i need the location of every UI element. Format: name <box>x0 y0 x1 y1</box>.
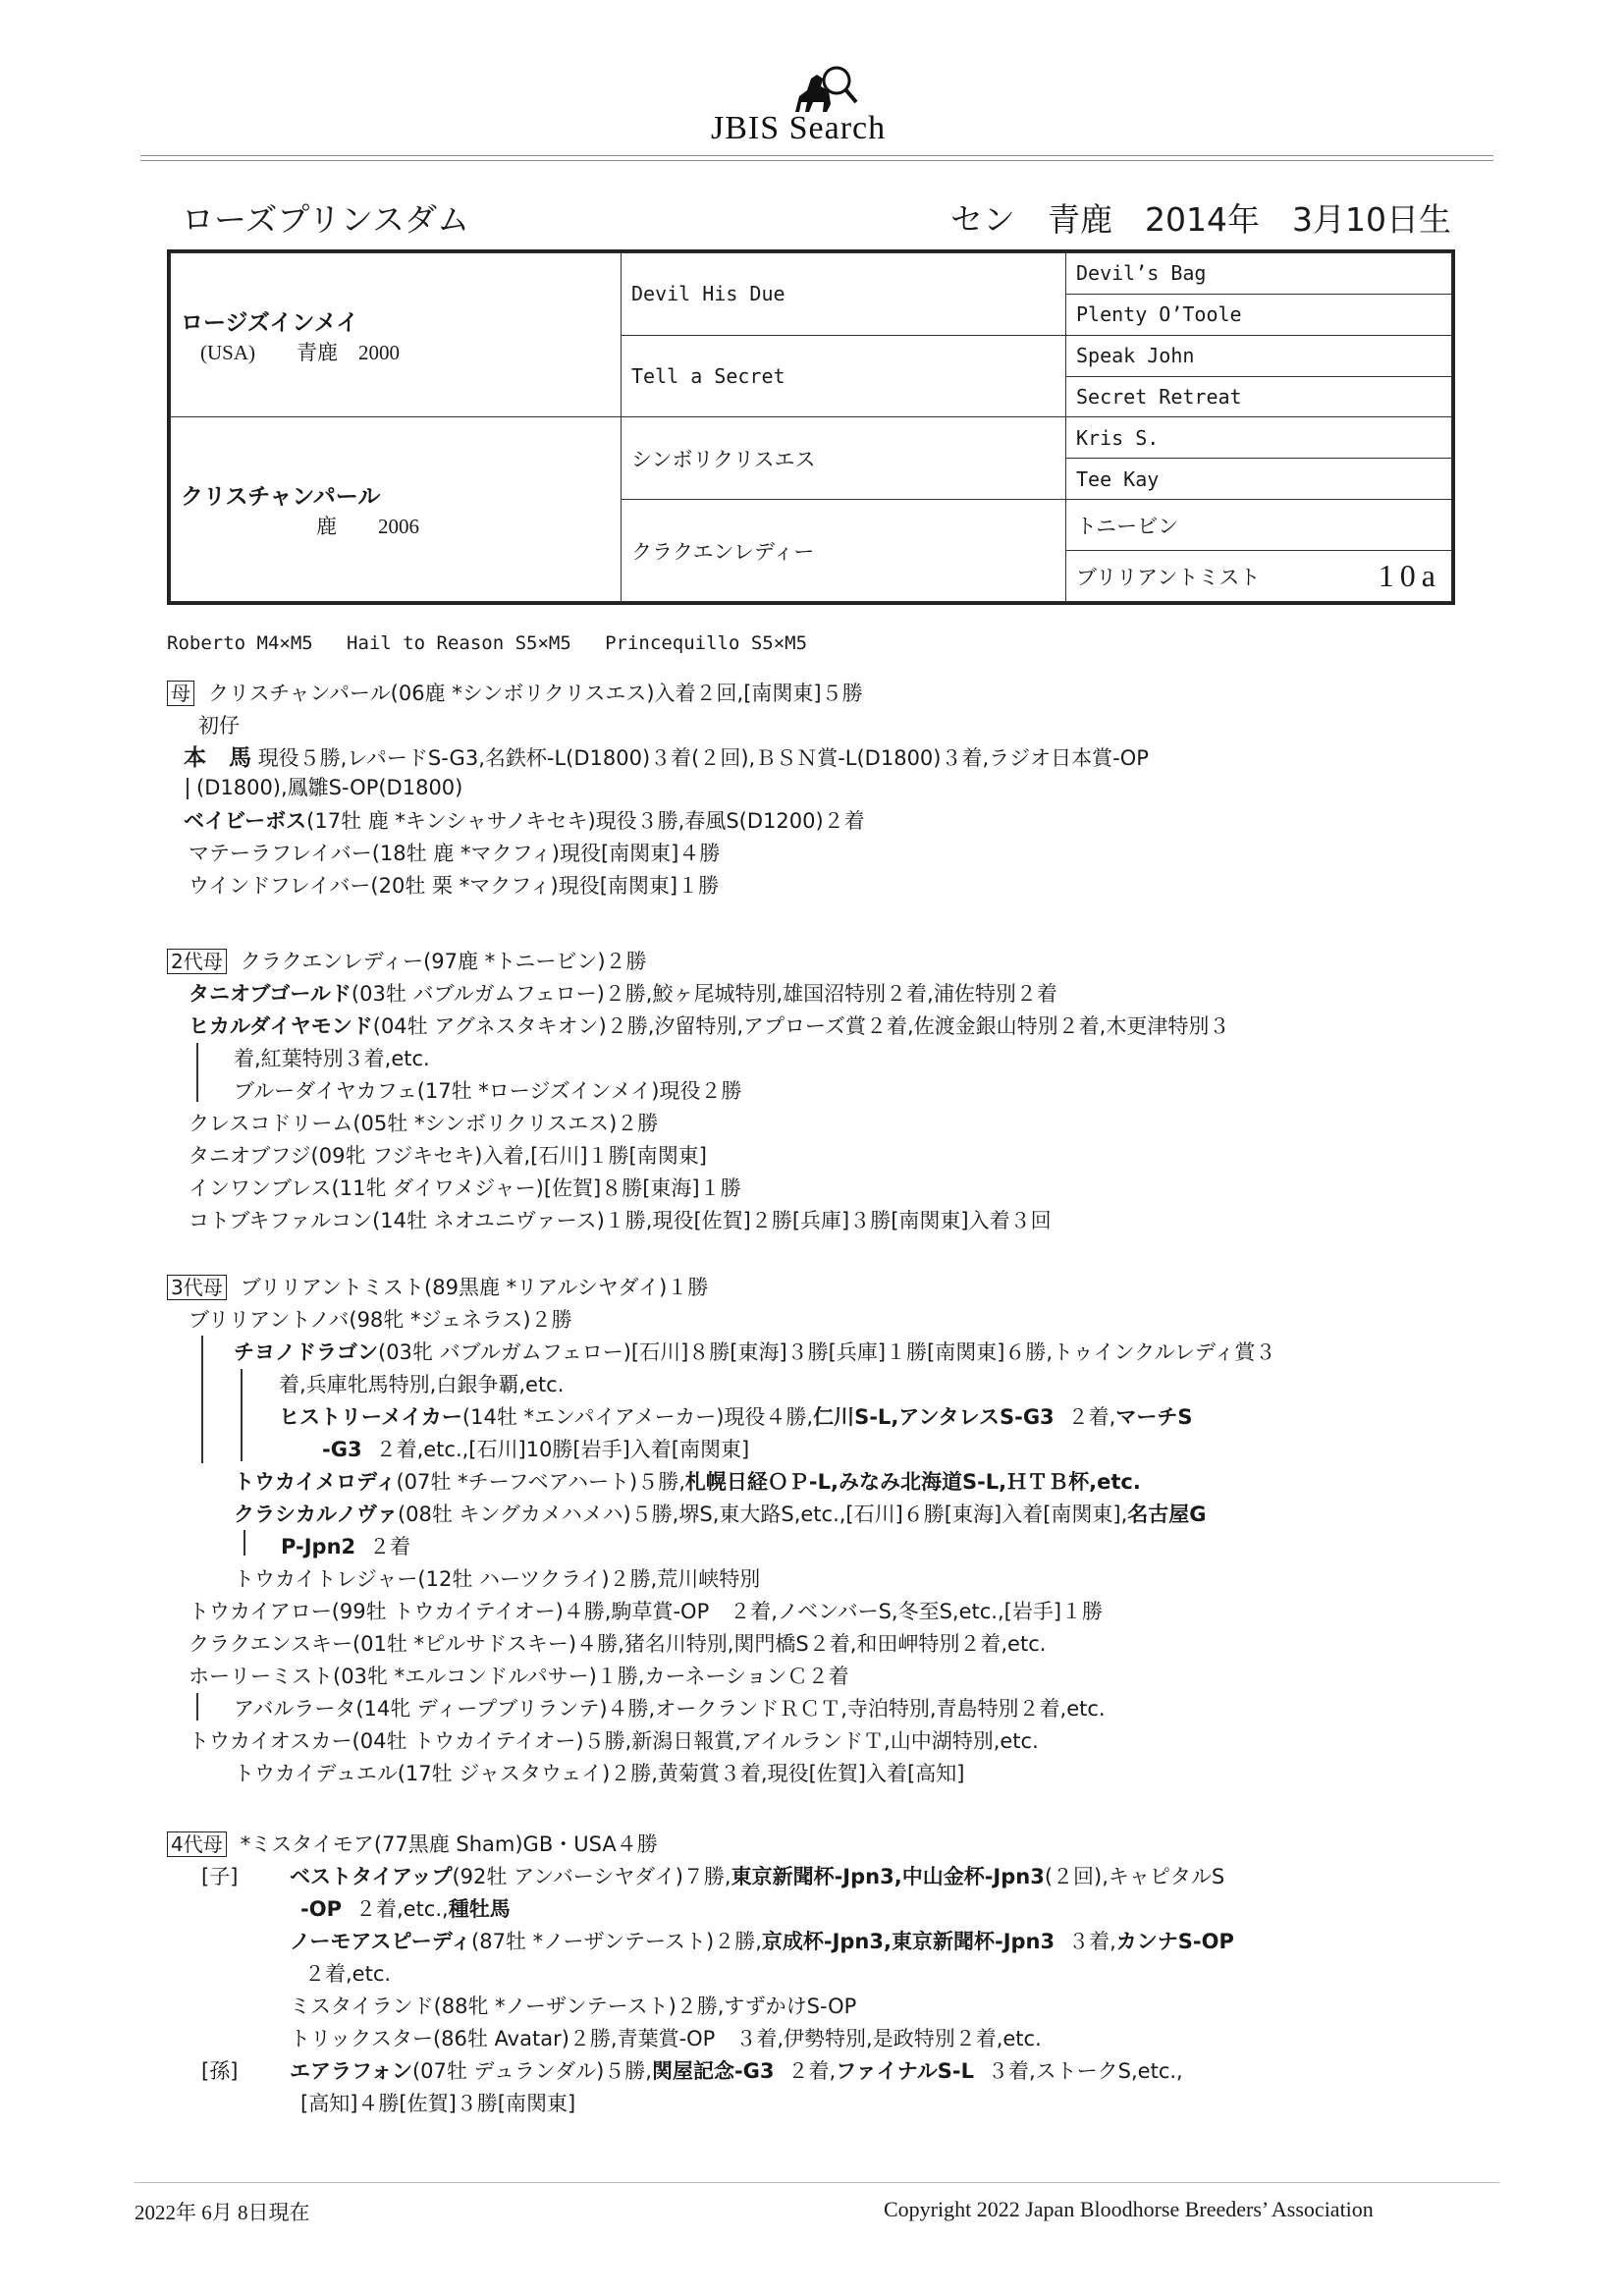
list-item: トウカイオスカー(04牡 トウカイテイオー)５勝,新潟日報賞,アイルランドＴ,山中湖特別,etc. <box>189 1729 1039 1753</box>
list-item: タニオブフジ(09牝 フジキセキ)入着,[石川]１勝[南関東] <box>189 1144 707 1168</box>
logo-text: JBIS Search <box>711 110 887 146</box>
list-item: トウカイアロー(99牡 トウカイテイオー)４勝,駒草賞-OP ２着,ノベンバーS,冬至S,etc.,[岩手]１勝 <box>189 1600 1104 1623</box>
list-item: ヒストリーメイカー(14牡 *エンパイアメーカー)現役４勝,仁川S-L,アンタレスS-G3 ２着,マーチS <box>279 1405 1193 1429</box>
list-item: ベストタイアップ(92牡 アンバーシヤダイ)７勝,東京新聞杯-Jpn3,中山金杯-Jpn3(２回),キャピタルS <box>290 1865 1225 1888</box>
gen3-cell: トニービン <box>1066 500 1452 551</box>
sire-name: ロージズインメイ <box>181 309 359 336</box>
section-tag: 2代母 <box>167 949 227 974</box>
list-item: ウインドフレイバー(20牡 栗 *マクフィ)現役[南関東]１勝 <box>189 874 720 898</box>
horse-info: セン 青鹿 2014年 3月10日生 <box>950 200 1451 239</box>
section-head-text: クラクエンレディー(97鹿 *トニービン)２勝 <box>240 950 647 973</box>
section-tag: 3代母 <box>167 1275 227 1300</box>
list-item: タニオブゴールド(03牡 バブルガムフェロー)２勝,鮫ヶ尾城特別,雄国沼特別２着,浦佐特別２着 <box>189 982 1057 1006</box>
dam-cell <box>171 417 622 602</box>
list-item: トウカイトレジャー(12牡 ハーツクライ)２勝,荒川峡特別 <box>234 1567 761 1591</box>
list-item: ブルーダイヤカフェ(17牡 *ロージズインメイ)現役２勝 <box>234 1079 742 1103</box>
family-number: 10a <box>1378 557 1441 593</box>
sire-info: (USA) 青鹿 2000 <box>200 340 400 364</box>
list-item: エアラフォン(07牡 デュランダル)５勝,関屋記念-G3 ２着,ファイナルS-L ３着,ストークS,etc., <box>290 2059 1183 2083</box>
list-item: トリックスター(86牡 Avatar)２勝,青葉賞-OP ３着,伊勢特別,是政特別２着,etc. <box>290 2027 1042 2050</box>
gen3-cell-last <box>1066 551 1452 602</box>
list-item: コトブキファルコン(14牡 ネオユニヴァース)１勝,現役[佐賀]２勝[兵庫]３勝[南関東]入着３回 <box>189 1209 1052 1232</box>
tree-line <box>201 1336 203 1463</box>
gen3-cell: Speak John <box>1066 335 1452 376</box>
list-item-tag: [孫] <box>201 2059 239 2083</box>
tree-line <box>196 1693 198 1721</box>
as-of-date: 2022年 6月 8日現在 <box>135 2201 310 2224</box>
gen2-cell: クラクエンレディー <box>622 500 1066 602</box>
list-item: 着,紅葉特別３着,etc. <box>234 1047 430 1070</box>
list-item: [高知]４勝[佐賀]３勝[南関東] <box>300 2092 576 2115</box>
tree-line <box>196 1043 198 1102</box>
list-item: -OP ２着,etc.,種牡馬 <box>300 1897 511 1921</box>
list-item: P-Jpn2 ２着 <box>281 1535 411 1558</box>
section-tag: 母 <box>167 681 194 706</box>
gen3-cell: Kris S. <box>1066 417 1452 459</box>
horse-name: ローズプリンスダム <box>182 200 470 239</box>
sire-cell <box>171 253 622 417</box>
list-item: ミスタイランド(88牝 *ノーザンテースト)２勝,すずかけS-OP <box>290 1995 857 2018</box>
section-head-text: ブリリアントミスト(89黒鹿 *リアルシヤダイ)１勝 <box>240 1276 709 1299</box>
copyright: Copyright 2022 Japan Bloodhorse Breeders’ Association <box>884 2197 1374 2221</box>
list-item: アバルラータ(14牝 ディープブリランテ)４勝,オークランドＲＣＴ,寺泊特別,青島特別２着,etc. <box>234 1697 1106 1721</box>
list-item: クラクエンスキー(01牡 *ピルサドスキー)４勝,猪名川特別,関門橋S２着,和田岬特別２着,etc. <box>189 1632 1047 1656</box>
list-item: インワンブレス(11牝 ダイワメジャー)[佐賀]８勝[東海]１勝 <box>189 1176 741 1200</box>
section-dam-head <box>167 680 863 707</box>
list-item: ブリリアントノバ(98牝 *ジェネラス)２勝 <box>189 1308 572 1332</box>
section-head-text: *ミスタイモア(77黒鹿 Sham)GB・USA４勝 <box>240 1832 658 1856</box>
dam-name: クリスチャンパール <box>181 484 381 511</box>
inbreeding-line: Roberto M4×M5 Hail to Reason S5×M5 Princequillo S5×M5 <box>167 632 808 654</box>
list-item: ヒカルダイヤモンド(04牡 アグネスタキオン)２勝,汐留特別,アプローズ賞２着,佐渡金銀山特別２着,木更津特別３ <box>189 1014 1230 1038</box>
list-item: マテーラフレイバー(18牡 鹿 *マクフィ)現役[南関東]４勝 <box>189 842 721 865</box>
section-head-text: クリスチャンパール(06鹿 *シンボリクリスエス)入着２回,[南関東]５勝 <box>208 682 863 705</box>
pedigree-table <box>167 249 1455 605</box>
section-gen2-head <box>167 948 647 975</box>
list-item: 本 馬 現役５勝,レパードS-G3,名鉄杯-L(D1800)３着(２回),ＢＳＮ賞-L(D1800)３着,ラジオ日本賞-OP <box>184 745 1149 771</box>
jbis-logo <box>687 61 962 154</box>
list-item: クラシカルノヴァ(08牡 キングカメハメハ)５勝,堺S,東大路S,etc.,[石川]６勝[東海]入着[南関東],名古屋G <box>234 1503 1207 1526</box>
section-gen3-head <box>167 1274 708 1301</box>
list-item: ２着,etc. <box>304 1962 392 1986</box>
gen3-cell: Plenty O’Toole <box>1066 294 1452 335</box>
gen3-name: ブリリアントミスト <box>1076 565 1261 589</box>
list-item: ベイビーボス(17牡 鹿 *キンシャサノキセキ)現役３勝,春風S(D1200)２着 <box>184 809 865 833</box>
gen3-cell: Devil’s Bag <box>1066 253 1452 295</box>
gen2-cell: Devil His Due <box>622 253 1066 336</box>
list-item: トウカイデュエル(17牡 ジャスタウェイ)２勝,黄菊賞３着,現役[佐賀]入着[高知] <box>234 1762 965 1785</box>
tree-line <box>241 1369 243 1461</box>
list-item: クレスコドリーム(05牡 *シンボリクリスエス)２勝 <box>189 1112 659 1135</box>
tree-line <box>244 1530 245 1556</box>
list-item: ホーリーミスト(03牝 *エルコンドルパサー)１勝,カーネーションＣ２着 <box>189 1665 849 1688</box>
list-item: チヨノドラゴン(03牝 バブルガムフェロー)[石川]８勝[東海]３勝[兵庫]１勝[南関東]６勝,トゥインクルレディ賞３ <box>234 1340 1276 1364</box>
footer-rule <box>135 2182 1499 2183</box>
list-item: 初仔 <box>198 714 240 738</box>
list-item: ノーモアスピーディ(87牡 *ノーザンテースト)２勝,京成杯-Jpn3,東京新聞杯-Jpn3 ３着,カンナS-OP <box>290 1930 1234 1953</box>
gen2-cell: Tell a Secret <box>622 335 1066 417</box>
gen2-cell: シンボリクリスエス <box>622 417 1066 500</box>
list-item: (D1800),鳳雛S-OP(D1800) <box>196 776 463 799</box>
horse-magnifier-icon <box>787 61 866 115</box>
list-item: -G3 ２着,etc.,[石川]10勝[岩手]入着[南関東] <box>322 1438 750 1461</box>
header-rule-bottom <box>140 160 1493 161</box>
tree-line <box>187 778 189 799</box>
list-item: 着,兵庫牝馬特別,白銀争覇,etc. <box>279 1373 565 1396</box>
dam-info: 鹿 2006 <box>316 515 419 539</box>
section-tag: 4代母 <box>167 1831 227 1857</box>
list-item: トウカイメロディ(07牡 *チーフベアハート)５勝,札幌日経ＯＰ-L,みなみ北海道S-L,ＨＴＢ杯,etc. <box>234 1470 1141 1494</box>
header-rule-top <box>140 155 1493 156</box>
gen3-cell: Tee Kay <box>1066 459 1452 500</box>
list-item-tag: [子] <box>201 1865 239 1888</box>
section-gen4-head <box>167 1831 658 1858</box>
gen3-cell: Secret Retreat <box>1066 376 1452 417</box>
